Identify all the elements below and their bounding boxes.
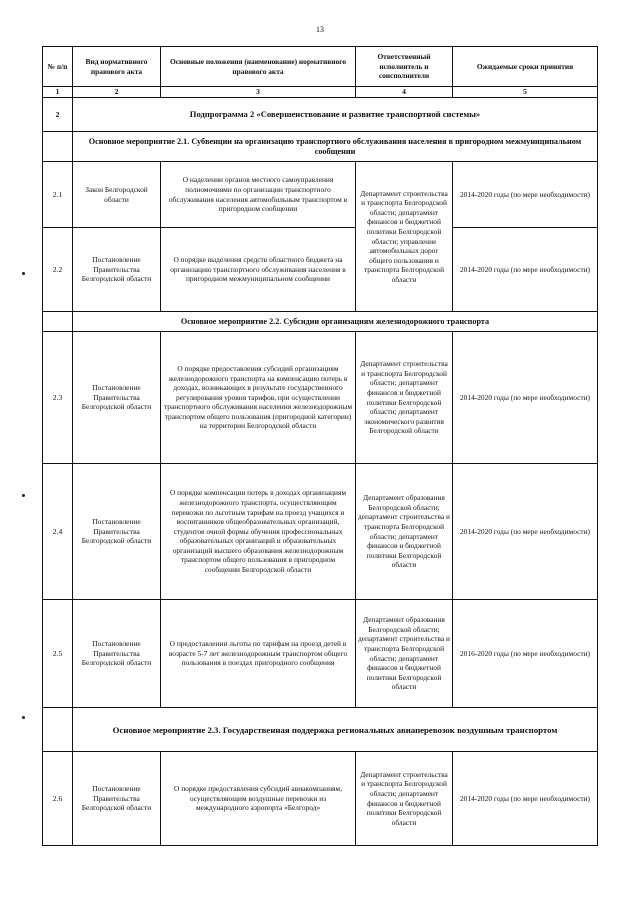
deadline-cell: 2014-2020 годы (по мере необходимости) <box>453 162 598 228</box>
header-n: № п/п <box>43 47 73 87</box>
empty-cell <box>43 132 73 162</box>
table-row <box>43 332 598 464</box>
empty-cell <box>43 312 73 332</box>
deadline-cell: 2014-2020 годы (по мере необходимости) <box>453 228 598 312</box>
row-number: 2.5 <box>43 600 73 708</box>
act-type: Постановление Правительства Белгородской области <box>73 464 161 600</box>
scan-speck <box>22 272 25 275</box>
table-row <box>43 228 598 312</box>
act-type: Постановление Правительства Белгородской области <box>73 752 161 846</box>
subprogram-title: Подпрограмма 2 «Совершенствование и развитие транспортной системы» <box>73 98 598 132</box>
header-provisions: Основные положения (наименование) нормативного правового акта <box>161 47 356 87</box>
responsible-cell: Департамент строительства и транспорта Белгородской области; департамент финансов и бюджетной политики Белгородской области; департамент экономического развития Белгородской области <box>356 332 453 464</box>
header-deadlines: Ожидаемые сроки принятия <box>453 47 598 87</box>
act-provisions: О предоставлении льготы по тарифам на проезд детей в возрасте 5-7 лет железнодорожным транспортом общего пользования в поездах пригородного сообщения <box>161 600 356 708</box>
empty-cell <box>43 708 73 752</box>
deadline-cell: 2014-2020 годы (по мере необходимости) <box>453 332 598 464</box>
header-responsible: Ответственный исполнитель и соисполнители <box>356 47 453 87</box>
measure-row <box>43 708 598 752</box>
table-row <box>43 600 598 708</box>
table-row <box>43 464 598 600</box>
responsible-cell: Департамент образования Белгородской области; департамент строительства и транспорта Белгородской области; департамент финансов и бюджетной политики Белгородской области <box>356 464 453 600</box>
act-provisions: О порядке компенсации потерь в доходах организациям железнодорожного транспорта, осуществляющим перевозки по льготным тарифам на проезд учащихся и воспитанников общеобразовательных организаций, студентов очной формы обучения профессиональных образовательных организаций и образовательных организаций высшего образования железнодорожным транспортом общего пользования в пригородном сообщении Белгородской области <box>161 464 356 600</box>
measure-row <box>43 312 598 332</box>
column-numbers-row <box>43 87 598 98</box>
act-type: Закон Белгородской области <box>73 162 161 228</box>
act-type: Постановление Правительства Белгородской области <box>73 228 161 312</box>
measure-row <box>43 132 598 162</box>
column-number: 5 <box>453 87 598 98</box>
column-number: 2 <box>73 87 161 98</box>
row-number: 2.4 <box>43 464 73 600</box>
subprogram-number: 2 <box>43 98 73 132</box>
row-number: 2.2 <box>43 228 73 312</box>
header-row <box>43 47 598 87</box>
responsible-cell: Департамент строительства и транспорта Белгородской области; департамент финансов и бюджетной политики Белгородской области; управление автомобильных дорог общего пользования и транспорта Белгородской области <box>356 162 453 312</box>
column-number: 4 <box>356 87 453 98</box>
row-number: 2.6 <box>43 752 73 846</box>
header-type: Вид нормативного правового акта <box>73 47 161 87</box>
table-row <box>43 752 598 846</box>
scan-speck <box>22 494 25 497</box>
row-number: 2.1 <box>43 162 73 228</box>
column-number: 1 <box>43 87 73 98</box>
measure-2-2-title: Основное мероприятие 2.2. Субсидии организациям железнодорожного транспорта <box>73 312 598 332</box>
measure-2-3-title: Основное мероприятие 2.3. Государственная поддержка региональных авиаперевозок воздушным транспортом <box>73 708 598 752</box>
normative-acts-table <box>42 46 598 846</box>
act-provisions: О наделении органов местного самоуправления полномочиями по организации транспортного обслуживания населения автомобильным транспортом в пригородном сообщении <box>161 162 356 228</box>
page-number: 13 <box>316 25 324 34</box>
act-type: Постановление Правительства Белгородской области <box>73 332 161 464</box>
table-row <box>43 162 598 228</box>
act-type: Постановление Правительства Белгородской области <box>73 600 161 708</box>
responsible-cell: Департамент образования Белгородской области; департамент строительства и транспорта Белгородской области; департамент финансов и бюджетной политики Белгородской области <box>356 600 453 708</box>
row-number: 2.3 <box>43 332 73 464</box>
deadline-cell: 2014-2020 годы (по мере необходимости) <box>453 464 598 600</box>
responsible-cell: Департамент строительства и транспорта Белгородской области; департамент финансов и бюджетной политики Белгородской области <box>356 752 453 846</box>
column-number: 3 <box>161 87 356 98</box>
measure-2-1-title: Основное мероприятие 2.1. Субвенции на организацию транспортного обслуживания населения в пригородном межмуниципальном сообщении <box>73 132 598 162</box>
deadline-cell: 2016-2020 годы (по мере необходимости) <box>453 600 598 708</box>
deadline-cell: 2014-2020 годы (по мере необходимости) <box>453 752 598 846</box>
act-provisions: О порядке предоставления субсидий авиакомпаниям, осуществляющим воздушные перевозки из международного аэропорта «Белгород» <box>161 752 356 846</box>
act-provisions: О порядке выделения средств областного бюджета на организацию транспортного обслуживания населения в пригородном межмуниципальном сообщении <box>161 228 356 312</box>
act-provisions: О порядке предоставления субсидий организациям железнодорожного транспорта на компенсацию потерь в доходах, возникающих в результате государственного регулирования уровня тарифов, при осуществлении транспортного обслуживания населения железнодорожным транспортом общего пользования (пригородной категории) на территории Белгородской области <box>161 332 356 464</box>
scan-speck <box>22 716 25 719</box>
subprogram-row <box>43 98 598 132</box>
